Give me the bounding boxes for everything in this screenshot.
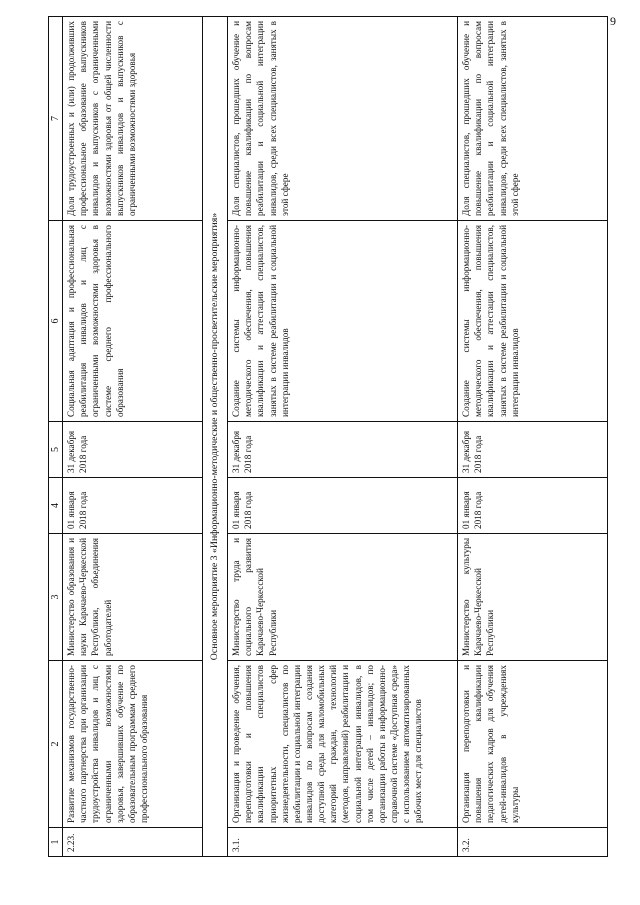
measure-text: Организация и проведение обучения, переподготовки и повышения квалификации специалистов приоритетных сфер жизнедеятельности, специалистов по реабилитации и социальной интеграции инвалидов по вопросам создания доступной среды для маломобильных категорий граждан, технологий (методов, направлений) реабилитации и социальной интеграции инвалидов, в том числе детей – инвалидов; по организации работы в информационно-справочной системе «Доступная среда» с использованием автоматизированных рабочих мест для специалистов [228,661,458,828]
row-number: 3.2. [458,828,608,857]
result-text: Создание системы информационно-методического обеспечения, повышения квалификации и аттестации специалистов, занятых в системе реабилитации и социальной интеграции инвалидов [228,221,458,422]
section-header-row [203,17,228,857]
table-row [63,17,203,857]
end-date: 31 декабря 2018 года [228,422,458,478]
indicator-text: Доля специалистов, прошедших обучение и повышение квалификации по вопросам реабилитации и социальной интеграции инвалидов, среди всех специалистов, занятых в этой сфере [458,17,608,221]
end-date: 31 декабря 2018 года [458,422,608,478]
column-number: 7 [49,17,63,221]
executor-text: Министерство образования и науки Карачаево-Черкесской Республики, объединения работодателей [63,534,203,661]
section-title: Основное мероприятие 3 «Информационно-методические и общественно-просветительские мероприятия» [203,17,228,857]
executor-text: Министерство культуры Карачаево-Черкесской Республики [458,534,608,661]
column-number: 3 [49,534,63,661]
measures-table [48,16,608,857]
column-number: 5 [49,422,63,478]
indicator-text: Доля специалистов, прошедших обучение и повышение квалификации по вопросам реабилитации и социальной интеграции инвалидов, среди всех специалистов, занятых в этой сфере [228,17,458,221]
page-number: 9 [610,14,616,28]
end-date: 31 декабря 2018 года [63,422,203,478]
measure-text: Организация переподготовки и повышения квалификации педагогических кадров для обучения детей-инвалидов в учреждениях культуры [458,661,608,828]
start-date: 01 января 2018 года [63,478,203,534]
result-text: Создание системы информационно-методического обеспечения, повышения квалификации и аттестации специалистов, занятых в системе реабилитации и социальной интеграции инвалидов [458,221,608,422]
row-number: 2.23. [63,828,203,857]
column-number: 6 [49,221,63,422]
indicator-text: Доля трудоустроенных и (или) продолживших профессиональное образование выпускников инвалидов и выпускников с ограниченными возможностями здоровья от общей численности выпускников инвалидов и выпускников с ограниченными возможностями здоровья [63,17,203,221]
table-row [228,17,458,857]
executor-text: Министерство труда и социального развития Карачаево-Черкесской Республики [228,534,458,661]
column-number: 2 [49,661,63,828]
table-row [458,17,608,857]
column-number: 4 [49,478,63,534]
column-number-row [49,17,63,857]
column-number: 1 [49,828,63,857]
row-number: 3.1. [228,828,458,857]
result-text: Социальная адаптация и профессиональная реабилитация инвалидов и лиц с ограниченными возможностями здоровья в системе среднего профессионального образования [63,221,203,422]
rotated-table-area [48,17,608,857]
start-date: 01 января 2018 года [228,478,458,534]
start-date: 01 января 2018 года [458,478,608,534]
measure-text: Развитие механизмов государственно-частного партнерства при организации трудоустройства инвалидов и лиц с ограниченными возможностями здоровья, завершивших обучение по образовательным программам среднего профессионального образования [63,661,203,828]
